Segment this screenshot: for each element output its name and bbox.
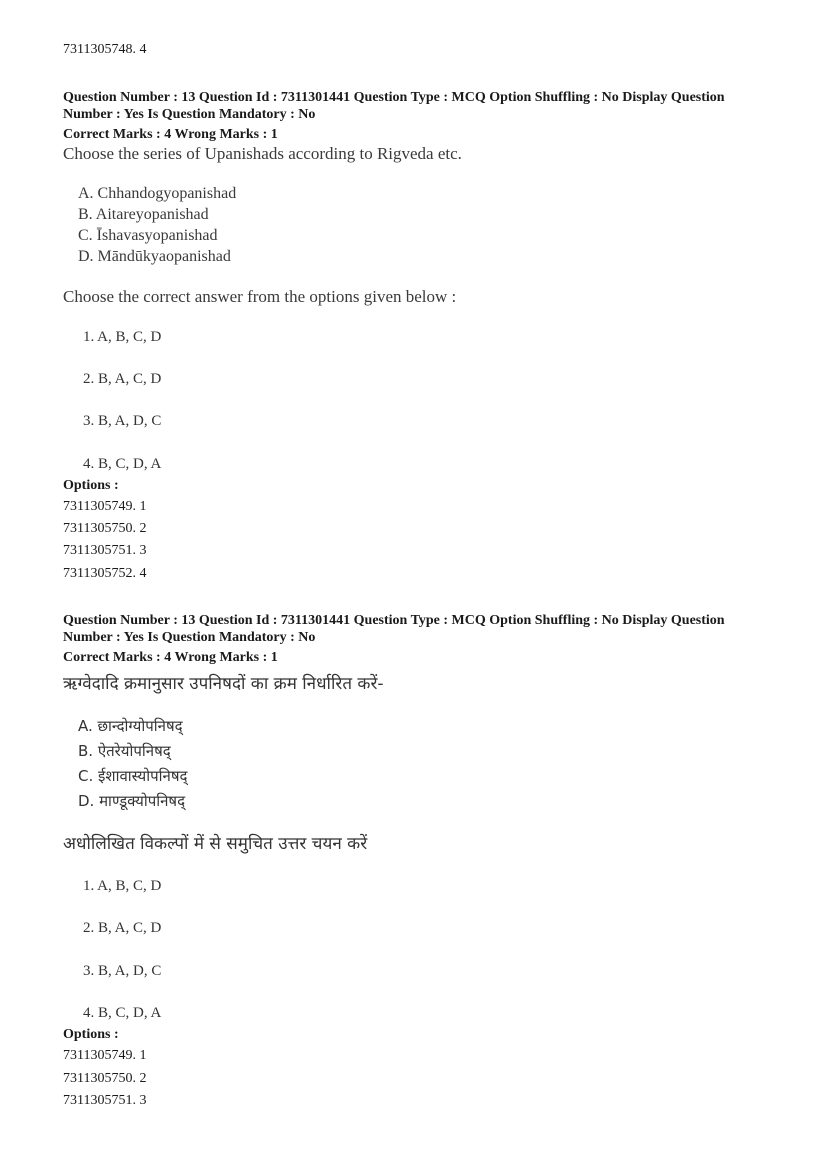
instruction-text: अधोलिखित विकल्पों में से समुचित उत्तर चयन करें — [63, 834, 368, 854]
list-item-c: C. Īshavasyopanishad — [78, 227, 218, 244]
question-meta-line-1: Question Number : 13 Question Id : 7311301441 Question Type : MCQ Option Shuffling : No Display Question — [63, 90, 725, 105]
option-id-line: 7311305751. 3 — [63, 543, 147, 558]
answer-choice-3: 3. B, A, D, C — [83, 963, 162, 979]
answer-choice-4: 4. B, C, D, A — [83, 456, 162, 472]
option-id-line: 7311305752. 4 — [63, 566, 147, 581]
question-meta-line-1: Question Number : 13 Question Id : 7311301441 Question Type : MCQ Option Shuffling : No Display Question — [63, 613, 725, 628]
answer-choice-3: 3. B, A, D, C — [83, 413, 162, 429]
list-item-d: D. माण्डूक्योपनिषद् — [78, 792, 186, 810]
options-label: Options : — [63, 478, 119, 493]
option-id-line: 7311305749. 1 — [63, 1048, 147, 1063]
options-label: Options : — [63, 1027, 119, 1042]
list-item-b: B. ऐतरेयोपनिषद् — [78, 742, 171, 760]
list-item-a: A. छान्दोग्योपनिषद् — [78, 717, 183, 735]
list-item-c: C. ईशावास्योपनिषद् — [78, 767, 188, 785]
answer-choice-4: 4. B, C, D, A — [83, 1005, 162, 1021]
previous-option-line: 7311305748. 4 — [63, 42, 147, 57]
answer-choice-1: 1. A, B, C, D — [83, 878, 162, 894]
option-id-line: 7311305749. 1 — [63, 499, 147, 514]
option-id-line: 7311305750. 2 — [63, 1071, 147, 1086]
question-meta-line-2: Number : Yes Is Question Mandatory : No — [63, 107, 316, 122]
answer-choice-2: 2. B, A, C, D — [83, 371, 162, 387]
answer-choice-2: 2. B, A, C, D — [83, 920, 162, 936]
answer-choice-1: 1. A, B, C, D — [83, 329, 162, 345]
question-meta-line-2: Number : Yes Is Question Mandatory : No — [63, 630, 316, 645]
list-item-d: D. Māndūkyaopanishad — [78, 248, 231, 265]
list-item-a: A. Chhandogyopanishad — [78, 185, 237, 202]
option-id-line: 7311305751. 3 — [63, 1093, 147, 1108]
option-id-line: 7311305750. 2 — [63, 521, 147, 536]
question-text: ऋग्वेदादि क्रमानुसार उपनिषदों का क्रम निर्धारित करें- — [63, 674, 384, 694]
list-item-b: B. Aitareyopanishad — [78, 206, 209, 223]
question-text: Choose the series of Upanishads according to Rigveda etc. — [63, 144, 462, 163]
marks-line: Correct Marks : 4 Wrong Marks : 1 — [63, 127, 278, 142]
instruction-text: Choose the correct answer from the options given below : — [63, 287, 457, 306]
marks-line: Correct Marks : 4 Wrong Marks : 1 — [63, 650, 278, 665]
